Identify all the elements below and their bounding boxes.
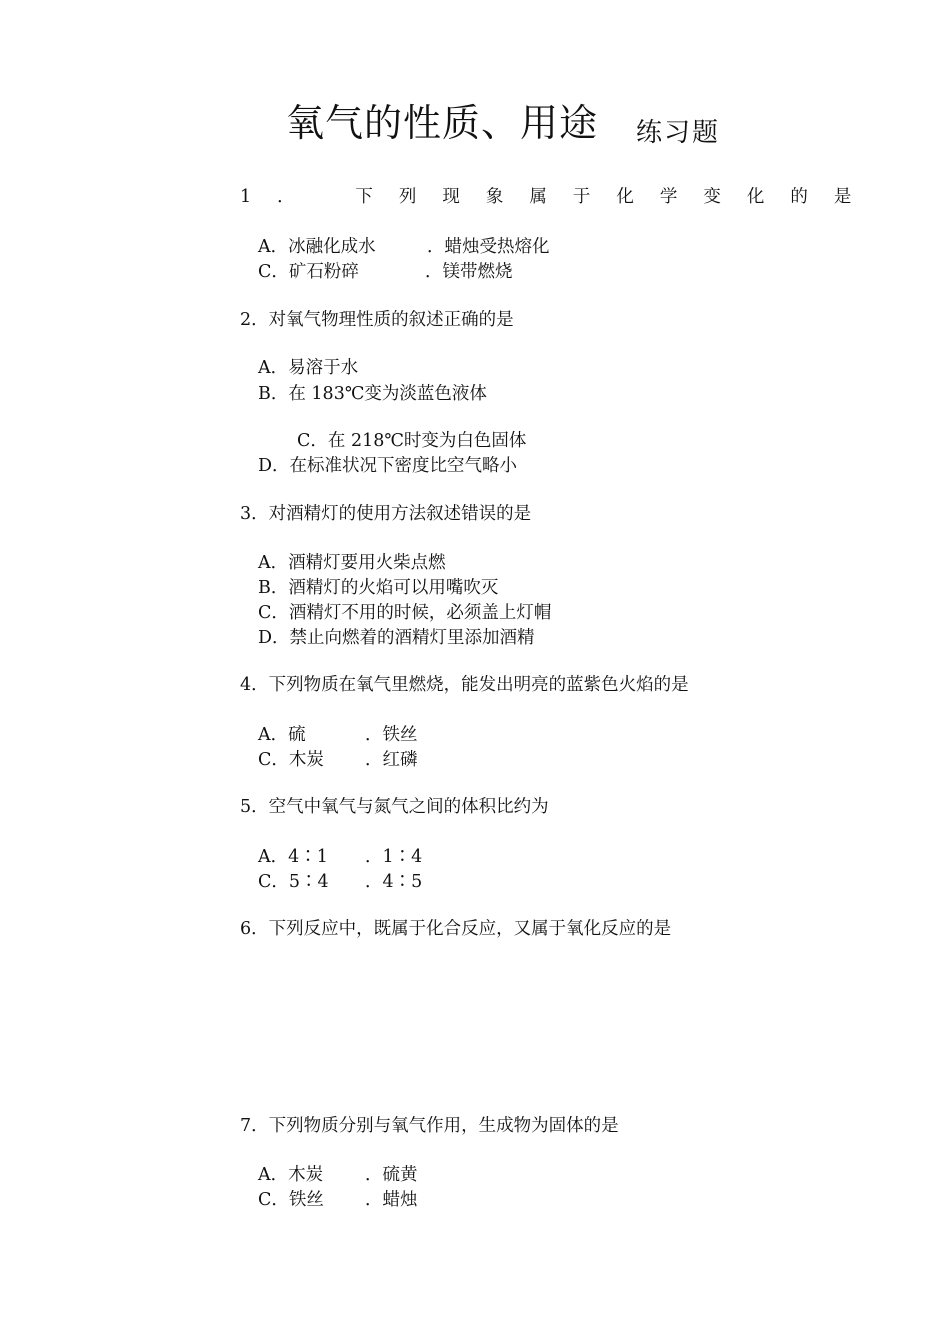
question-5-option-a: A．4∶1: [258, 847, 328, 867]
question-4-option-d: ．红磷: [365, 750, 418, 770]
question-7-option-b: ．硫黄: [365, 1165, 418, 1185]
question-7-option-d: ．蜡烛: [365, 1190, 418, 1210]
question-1-option-b: ．蜡烛受热熔化: [427, 237, 550, 257]
question-3-option-a: A．酒精灯要用火柴点燃: [258, 553, 446, 573]
question-5-option-b: ．1∶4: [365, 847, 423, 867]
question-1-stem: 1． 下列现象属于化学变化的是: [240, 187, 878, 207]
question-2-stem: 2．对氧气物理性质的叙述正确的是: [240, 310, 514, 330]
question-2-option-c: C．在 218℃时变为白色固体: [297, 431, 527, 451]
question-4-option-c: C．木炭: [258, 750, 324, 770]
question-2-option-d: D．在标准状况下密度比空气略小: [258, 456, 518, 476]
question-6-stem: 6．下列反应中，既属于化合反应，又属于氧化反应的是: [240, 919, 672, 939]
question-5-option-c: C．5∶4: [258, 872, 329, 892]
question-1-option-a: A．冰融化成水: [258, 237, 376, 257]
question-4-option-b: ．铁丝: [365, 725, 418, 745]
question-2-option-b: B．在 183℃变为淡蓝色液体: [258, 384, 487, 404]
question-2-option-a: A．易溶于水: [258, 358, 359, 378]
question-4-option-a: A．硫: [258, 725, 306, 745]
question-1-option-d: ．镁带燃烧: [425, 262, 513, 282]
question-3-option-b: B．酒精灯的火焰可以用嘴吹灭: [258, 578, 499, 598]
question-5-stem: 5．空气中氧气与氮气之间的体积比约为: [240, 797, 549, 817]
question-4-stem: 4．下列物质在氧气里燃烧，能发出明亮的蓝紫色火焰的是: [240, 675, 689, 695]
document-title: 氧气的性质、用途: [286, 101, 599, 145]
question-7-option-c: C．铁丝: [258, 1190, 324, 1210]
question-5-option-d: ．4∶5: [365, 872, 423, 892]
question-7-stem: 7．下列物质分别与氧气作用，生成物为固体的是: [240, 1116, 619, 1136]
question-7-option-a: A．木炭: [258, 1165, 324, 1185]
question-3-option-c: C．酒精灯不用的时候，必须盖上灯帽: [258, 603, 552, 623]
question-3-option-d: D．禁止向燃着的酒精灯里添加酒精: [258, 628, 535, 648]
question-3-stem: 3．对酒精灯的使用方法叙述错误的是: [240, 504, 532, 524]
document-subtitle: 练习题: [636, 118, 721, 148]
question-1-option-c: C．矿石粉碎: [258, 262, 359, 282]
